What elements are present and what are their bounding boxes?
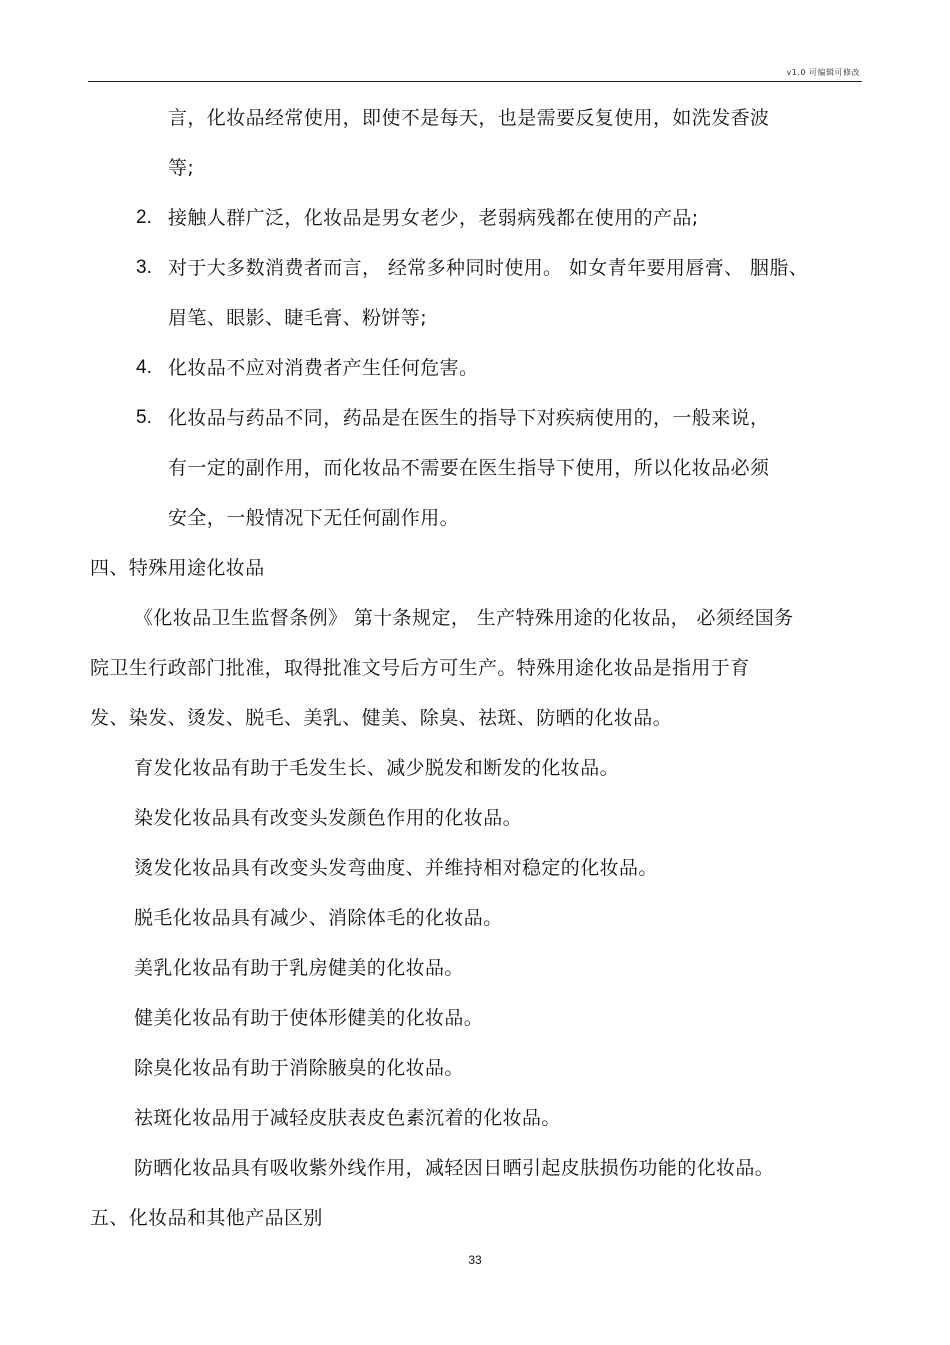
text-line: 等; [168, 157, 195, 179]
text-line: 发、染发、烫发、脱毛、美乳、健美、除臭、祛斑、防晒的化妆品。 [90, 707, 673, 729]
section-4-heading: 四、特殊用途化妆品 [90, 557, 265, 579]
section-5-heading: 五、化妆品和其他产品区别 [90, 1207, 323, 1229]
definition-item: 祛斑化妆品用于减轻皮肤表皮色素沉着的化妆品。 [134, 1107, 561, 1129]
text-line: 安全，一般情况下无任何副作用。 [168, 507, 460, 529]
text-line: 有一定的副作用，而化妆品不需要在医生指导下使用，所以化妆品必须 [168, 457, 770, 479]
definition-item: 烫发化妆品具有改变头发弯曲度、并维持相对稳定的化妆品。 [134, 857, 658, 879]
list-number: 4. [136, 357, 152, 378]
page-number: 33 [468, 1253, 482, 1267]
definition-item: 染发化妆品具有改变头发颜色作用的化妆品。 [134, 807, 523, 829]
definition-item: 脱毛化妆品具有减少、消除体毛的化妆品。 [134, 907, 503, 929]
text-line: 院卫生行政部门批准，取得批准文号后方可生产。特殊用途化妆品是指用于育 [90, 657, 750, 679]
definition-item: 除臭化妆品有助于消除腋臭的化妆品。 [134, 1057, 464, 1079]
text-line: 眉笔、眼影、睫毛膏、粉饼等; [168, 307, 428, 329]
definition-item: 防晒化妆品具有吸收紫外线作用，减轻因日晒引起皮肤损伤功能的化妆品。 [134, 1157, 775, 1179]
definition-item: 美乳化妆品有助于乳房健美的化妆品。 [134, 957, 464, 979]
list-number: 2. [136, 207, 152, 228]
header-rule [88, 81, 862, 82]
text-line: 对于大多数消费者而言， 经常多种同时使用。 如女青年要用唇膏、 胭脂、 [168, 257, 809, 279]
list-number: 5. [136, 407, 152, 428]
list-number: 3. [136, 257, 152, 278]
text-line: 化妆品不应对消费者产生任何危害。 [168, 357, 479, 379]
text-line: 化妆品与药品不同，药品是在医生的指导下对疾病使用的，一般来说， [168, 407, 770, 429]
definition-item: 健美化妆品有助于使体形健美的化妆品。 [134, 1007, 484, 1029]
text-line: 言，化妆品经常使用，即使不是每天，也是需要反复使用，如洗发香波 [168, 107, 770, 129]
text-line: 接触人群广泛，化妆品是男女老少，老弱病残都在使用的产品; [168, 207, 699, 229]
page-header-note: v1.0 可编辑可修改 [786, 68, 860, 77]
text-line: 《化妆品卫生监督条例》 第十条规定， 生产特殊用途的化妆品， 必须经国务 [134, 607, 794, 629]
definition-item: 育发化妆品有助于毛发生长、减少脱发和断发的化妆品。 [134, 757, 620, 779]
